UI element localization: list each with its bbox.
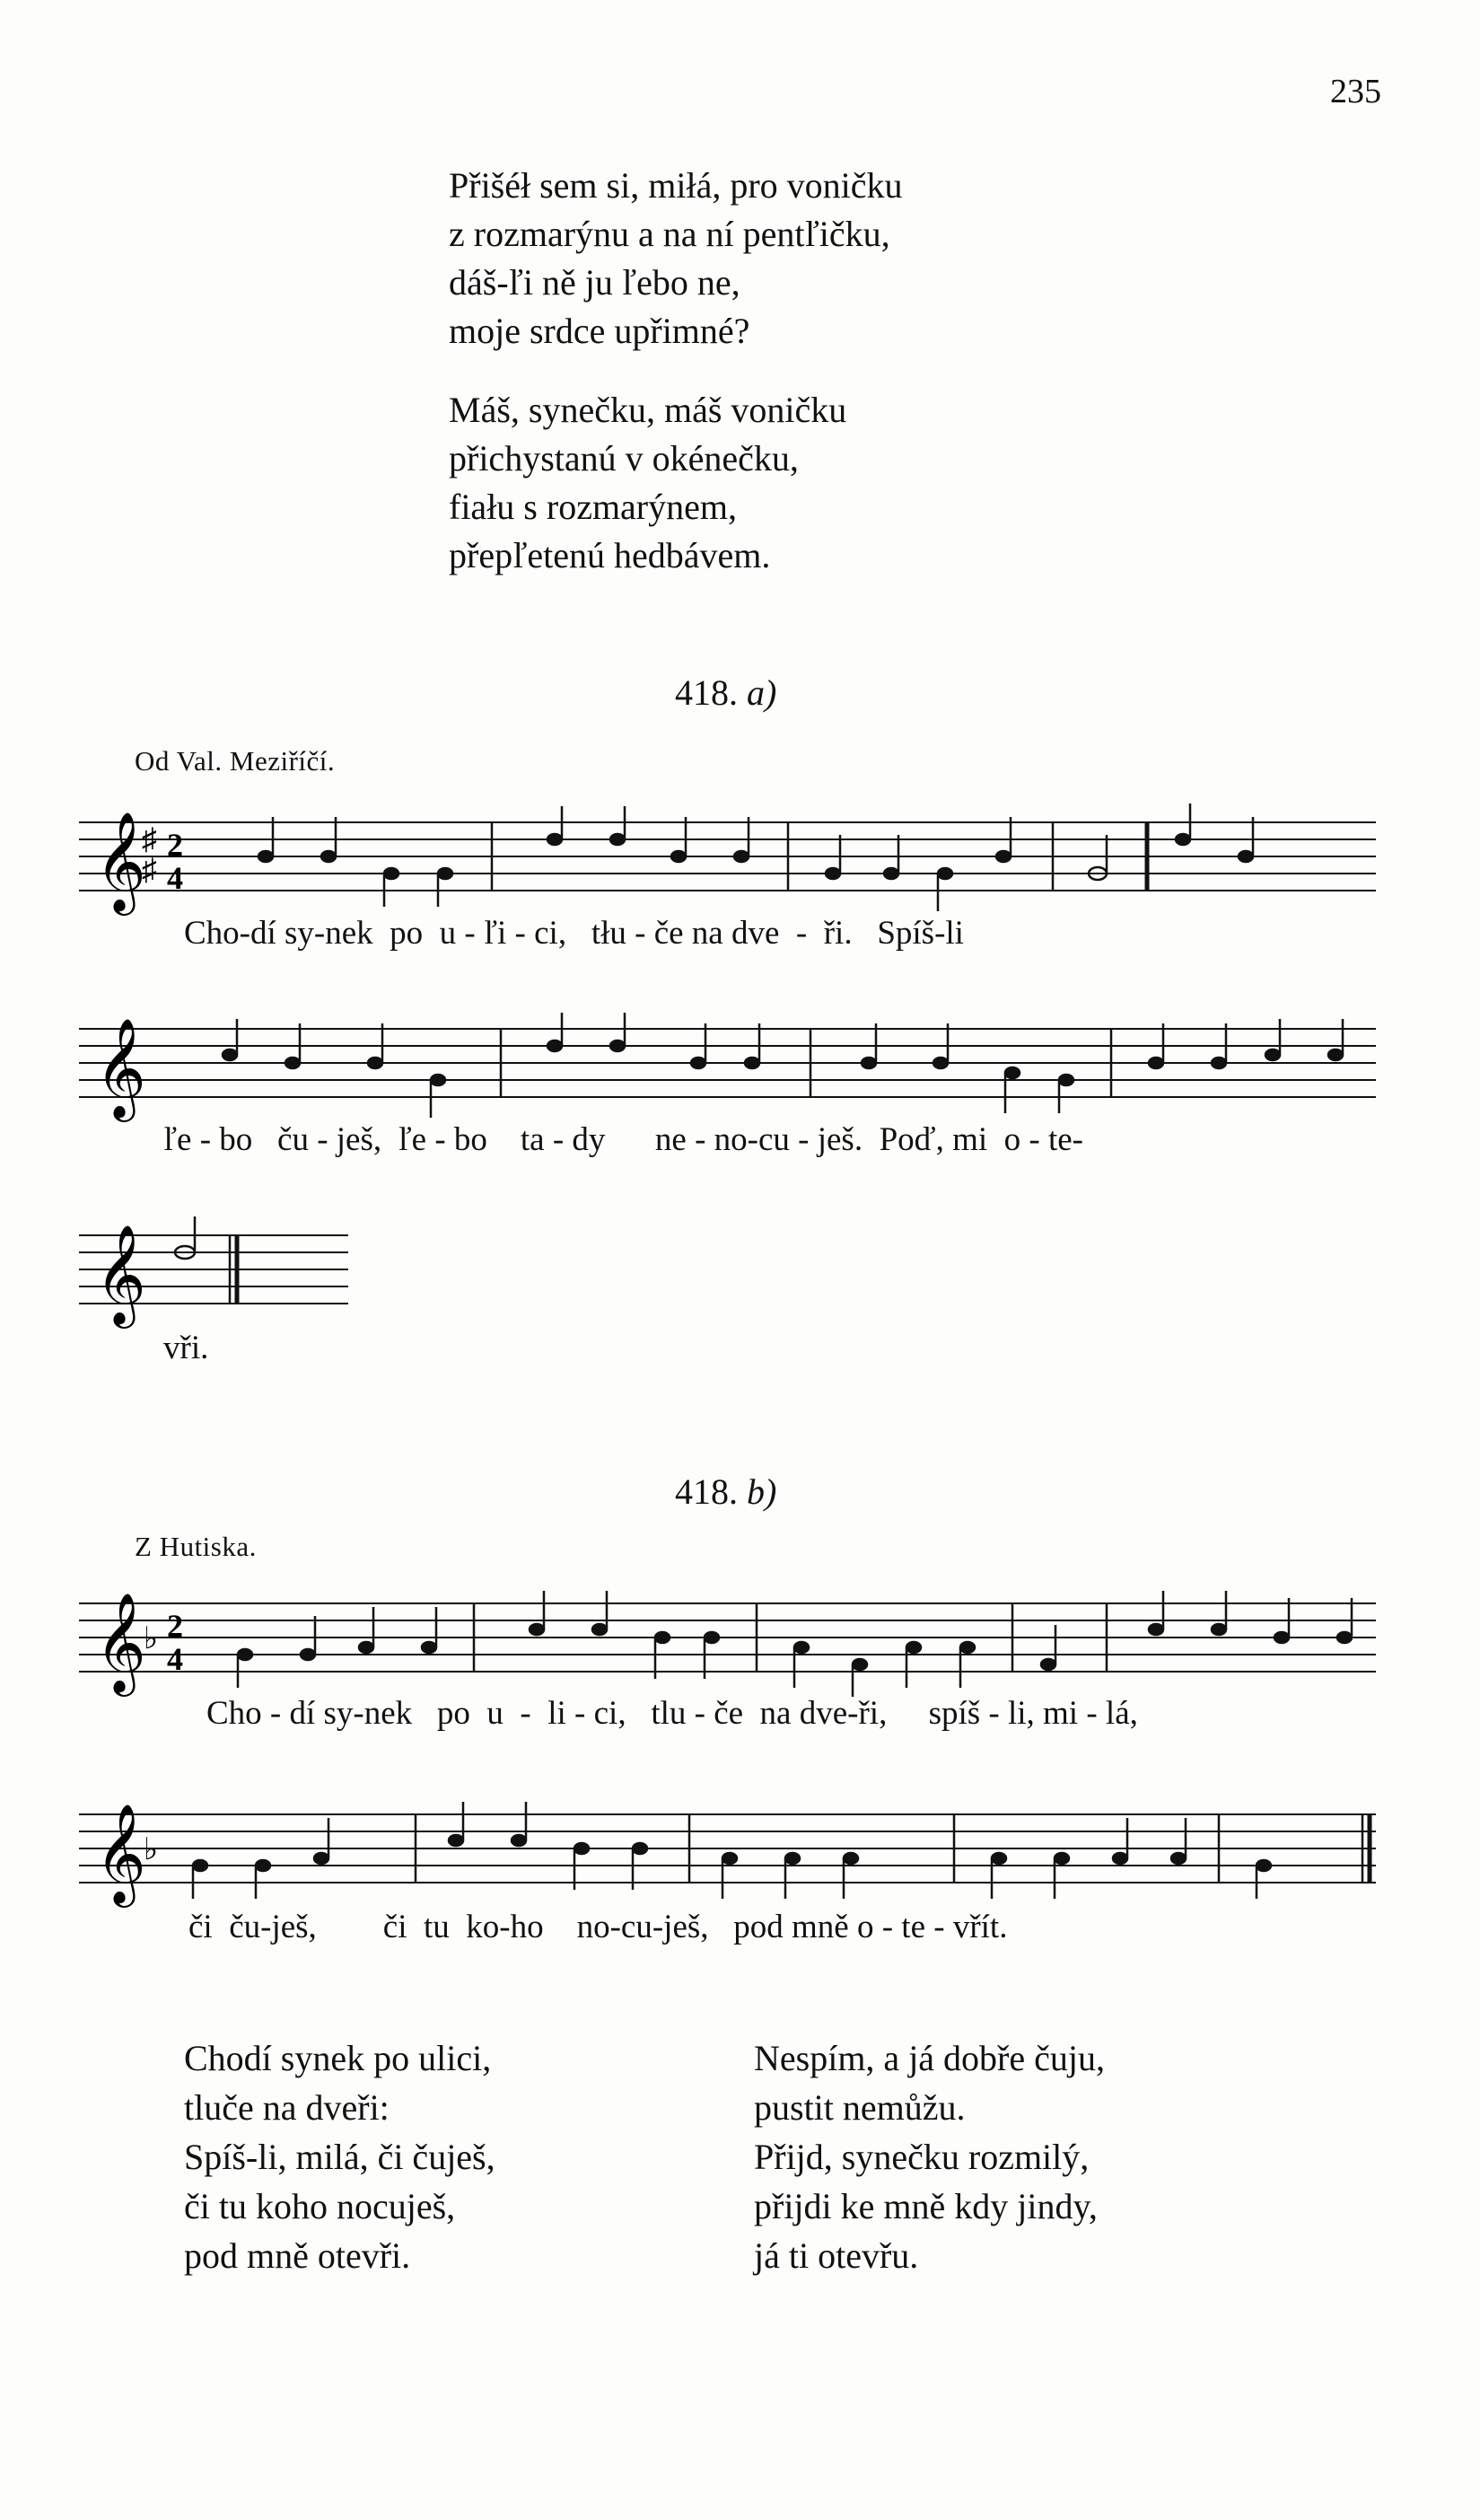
treble-clef-icon: 𝄞 <box>95 1224 146 1324</box>
closing-stanza-2 <box>754 2033 1105 2280</box>
verse-line: moje srdce upřimné? <box>449 311 750 351</box>
notes <box>193 1802 1370 1899</box>
song-number-418b <box>675 1471 776 1513</box>
time-signature-bottom: 4 <box>167 1641 183 1677</box>
verse-line: fiału s rozmarýnem, <box>449 487 737 527</box>
verse-line: přepľetenú hedbávem. <box>449 535 771 575</box>
song-number-418a <box>675 672 776 714</box>
lyrics-line: Cho - dí sy-nek po u - li - ci, tlu - če na dve-ři, spíš - li, mi - lá, <box>206 1695 1138 1732</box>
verse-line: z rozmarýnu a na ní pentľičku, <box>449 214 890 254</box>
sharp-icon: ♯ <box>142 823 157 856</box>
verse-line: Máš, synečku, máš voničku <box>449 390 847 430</box>
verse-line: tluče na dveři: <box>184 2087 390 2128</box>
closing-stanza-1 <box>184 2033 495 2280</box>
song-variant: b) <box>747 1471 777 1512</box>
treble-clef-icon: 𝄞 <box>95 1017 146 1118</box>
verse-line: přijdi ke mně kdy jindy, <box>754 2186 1098 2226</box>
song-origin: Z Hutiska. <box>135 1531 257 1562</box>
staff-lines <box>79 1814 1376 1883</box>
notes <box>238 1591 1352 1697</box>
intro-stanza-1 <box>449 162 903 356</box>
notes <box>175 1216 237 1304</box>
verse-line: Chodí synek po ulici, <box>184 2038 492 2078</box>
time-signature-bottom: 4 <box>167 860 183 896</box>
flat-icon: ♭ <box>144 1622 159 1655</box>
verse-line: Nespím, a já dobře čuju, <box>754 2038 1105 2078</box>
lyrics-line: či ču-ješ, či tu ko-ho no-cu-ješ, pod mně o - te - vřít. <box>188 1909 1008 1945</box>
verse-line: či tu koho nocuješ, <box>184 2186 456 2226</box>
lyrics-line: ľe - bo ču - ješ, ľe - bo ta - dy ne - no-cu - ješ. Poď, mi o - te- <box>163 1121 1083 1158</box>
verse-line: dáš-ľi ně ju ľebo ne, <box>449 262 740 303</box>
treble-clef-icon: 𝄞 <box>95 811 146 911</box>
verse-line: pustit nemůžu. <box>754 2087 966 2128</box>
verse-line: pod mně otevři. <box>184 2235 411 2276</box>
treble-clef-icon: 𝄞 <box>95 1592 146 1692</box>
verse-line: Spíš-li, milá, či čuješ, <box>184 2137 495 2177</box>
treble-clef-icon: 𝄞 <box>95 1803 146 1903</box>
verse-line: Přišéł sem si, miłá, pro voničku <box>449 165 903 206</box>
song-variant: a) <box>747 672 777 713</box>
page-number: 235 <box>1330 73 1381 110</box>
staff-lines <box>79 1029 1376 1097</box>
lyrics-line: Cho-dí sy-nek po u - ľi - ci, tłu - če na dve - ři. Spíš-li <box>184 915 964 952</box>
sharp-icon: ♯ <box>142 854 157 887</box>
song-number: 418. <box>675 1471 738 1512</box>
verse-line: Přijd, synečku rozmilý, <box>754 2137 1090 2177</box>
flat-icon: ♭ <box>144 1833 159 1866</box>
song-number: 418. <box>675 672 738 713</box>
music-staff-a3 <box>79 1212 366 1338</box>
verse-line: přichystanú v okénečku, <box>449 438 799 479</box>
verse-line: já ti otevřu. <box>754 2235 919 2276</box>
staff-lines <box>79 1603 1376 1672</box>
intro-stanza-2 <box>449 386 846 580</box>
song-origin: Od Val. Meziříčí. <box>135 745 336 777</box>
lyrics-line: vři. <box>163 1330 209 1366</box>
time-signature-top: 2 <box>167 827 183 863</box>
time-signature-top: 2 <box>167 1608 183 1644</box>
